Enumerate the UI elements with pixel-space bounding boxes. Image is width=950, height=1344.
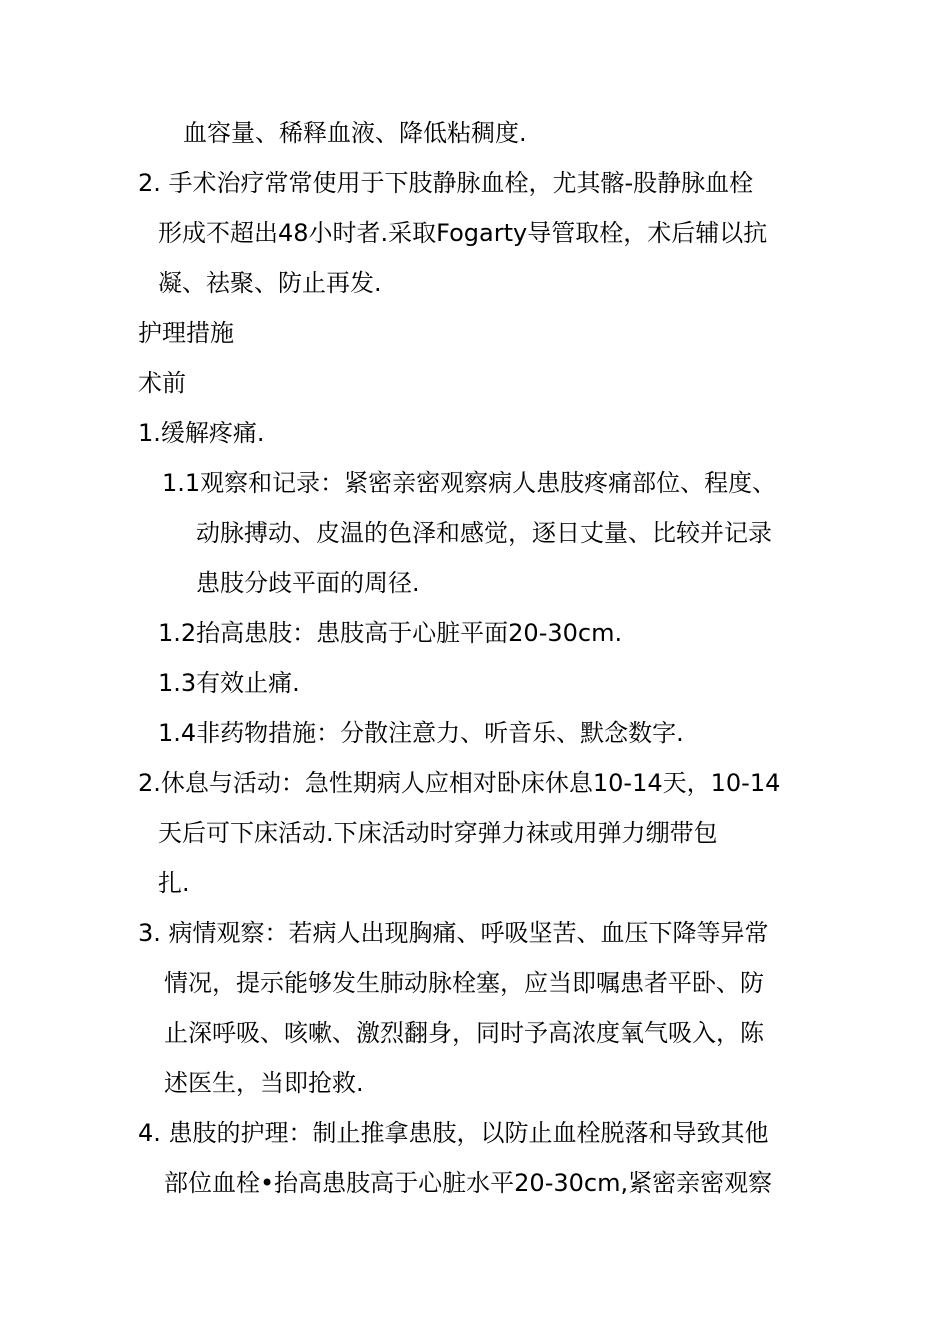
text-line-21: 4. 患肢的护理：制止推拿患肢，以防止血栓脱落和导致其他 [138, 1119, 769, 1147]
text-line-1: 血容量、稀释血液、降低粘稠度. [183, 119, 527, 147]
text-line-16: 扎. [158, 869, 190, 897]
text-line-13: 1.4非药物措施：分散注意力、听音乐、默念数字. [158, 719, 684, 747]
text-line-14: 2.休息与活动：急性期病人应相对卧床休息10-14天，10-14 [138, 769, 781, 797]
text-line-15: 天后可下床活动.下床活动时穿弹力袜或用弹力绷带包 [158, 819, 718, 847]
text-line-12: 1.3有效止痛. [158, 669, 300, 697]
text-line-8: 1.1观察和记录：紧密亲密观察病人患肢疼痛部位、程度、 [162, 469, 777, 497]
text-line-7: 1.缓解疼痛. [138, 419, 265, 447]
text-line-22: 部位血栓•抬高患肢高于心脏水平20-30cm,紧密亲密观察 [164, 1169, 773, 1197]
section-heading-preop: 术前 [138, 369, 186, 397]
text-line-10: 患肢分歧平面的周径. [196, 569, 420, 597]
text-line-20: 述医生，当即抢救. [164, 1069, 364, 1097]
text-line-11: 1.2抬高患肢：患肢高于心脏平面20-30cm. [158, 619, 623, 647]
text-line-9: 动脉搏动、皮温的色泽和感觉，逐日丈量、比较并记录 [196, 519, 772, 547]
text-line-19: 止深呼吸、咳嗽、激烈翻身，同时予高浓度氧气吸入，陈 [164, 1019, 764, 1047]
text-line-17: 3. 病情观察：若病人出现胸痛、呼吸坚苦、血压下降等异常 [138, 919, 769, 947]
text-line-18: 情况，提示能够发生肺动脉栓塞，应当即嘱患者平卧、防 [164, 969, 764, 997]
text-line-3: 形成不超出48小时者.采取Fogarty导管取栓，术后辅以抗 [158, 219, 768, 247]
section-heading-nursing: 护理措施 [138, 319, 234, 347]
text-line-2: 2. 手术治疗常常使用于下肢静脉血栓，尤其髂-股静脉血栓 [138, 169, 754, 197]
text-line-4: 凝、祛聚、防止再发. [158, 269, 382, 297]
